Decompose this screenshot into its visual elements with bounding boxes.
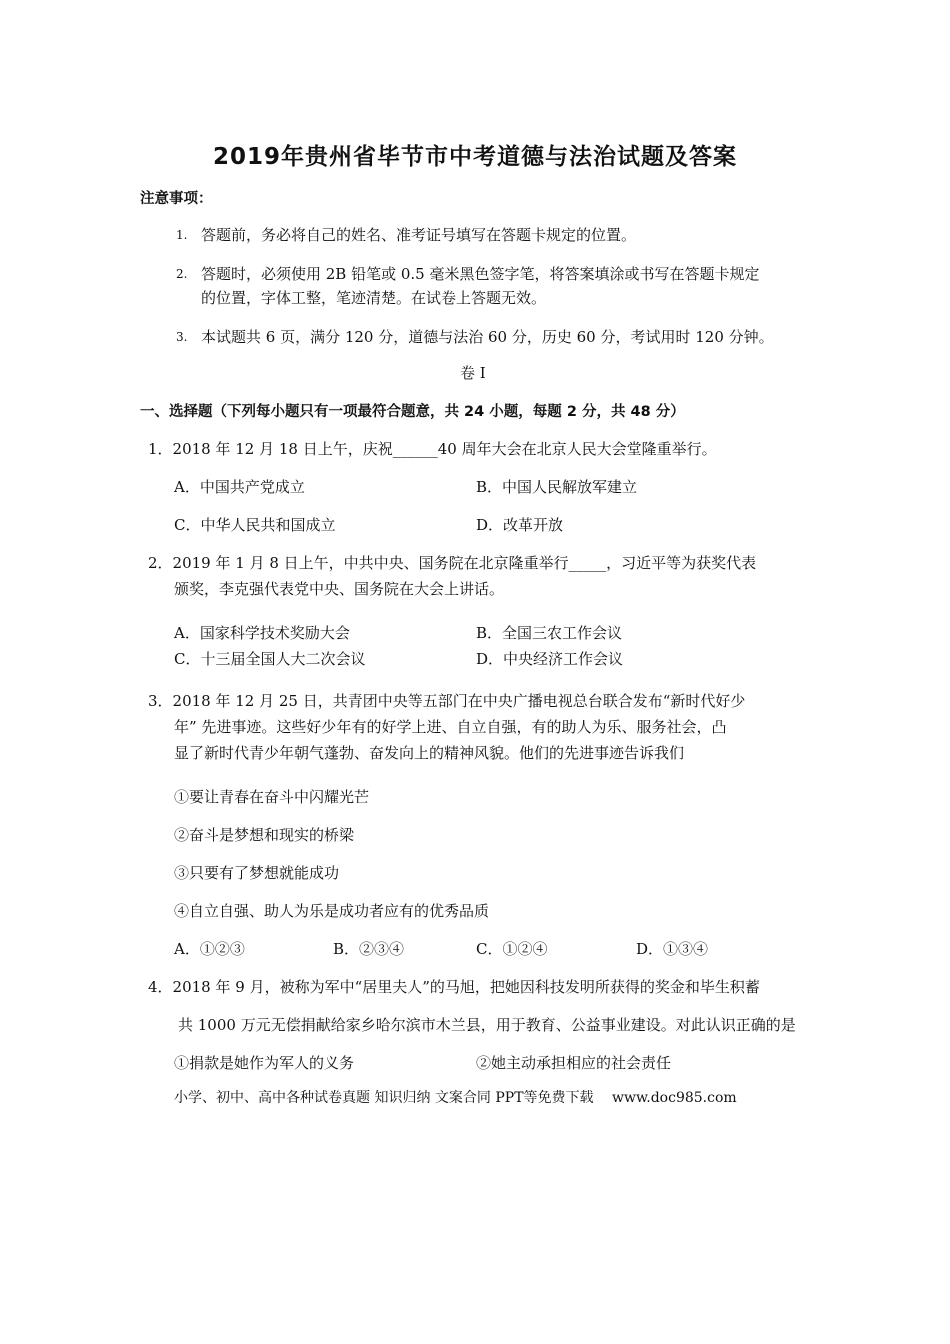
question-1-option-b: B．中国人民解放军建立 (476, 478, 638, 496)
question-3-stem-cont-1: 年” 先进事迹。这些好少年有的好学上进、自立自强，有的助人为乐、服务社会，凸 (174, 718, 727, 736)
question-4-statement-1: ①捐款是她作为军人的义务 (174, 1054, 355, 1072)
question-3-option-c: C．①②④ (476, 940, 548, 958)
notice-item-1-text: 答题前，务必将自己的姓名、准考证号填写在答题卡规定的位置。 (201, 226, 637, 244)
question-2-stem-cont: 颁奖，李克强代表党中央、国务院在大会上讲话。 (174, 580, 505, 598)
notice-item-1-number: 1. (176, 228, 188, 242)
question-2-option-d: D．中央经济工作会议 (476, 650, 624, 668)
question-3-statement-3: ③只要有了梦想就能成功 (174, 864, 340, 882)
question-3-statement-4: ④自立自强、助人为乐是成功者应有的优秀品质 (174, 902, 490, 920)
section-heading: 一、选择题（下列每小题只有一项最符合题意，共 24 小题，每题 2 分，共 48 分） (140, 404, 685, 420)
question-1-option-d: D．改革开放 (476, 516, 564, 534)
question-3-stem-cont-2: 显了新时代青少年朝气蓬勃、奋发向上的精神风貌。他们的先进事迹告诉我们 (174, 744, 685, 762)
volume-label: 卷 I (460, 364, 486, 382)
question-2-option-b: B．全国三农工作会议 (476, 624, 623, 642)
question-4-statement-2: ②她主动承担相应的社会责任 (476, 1054, 672, 1072)
question-3-stem: 3．2018 年 12 月 25 日，共青团中央等五部门在中央广播电视总台联合发布“新时代好少 (148, 692, 746, 710)
question-2-stem: 2．2019 年 1 月 8 日上午，中共中央、国务院在北京隆重举行_____，习近平等为获奖代表 (148, 554, 757, 572)
question-3-statement-1: ①要让青春在奋斗中闪耀光芒 (174, 788, 370, 806)
notice-heading: 注意事项： (140, 191, 213, 207)
question-4-stem-cont: 共 1000 万元无偿捐献给家乡哈尔滨市木兰县，用于教育、公益事业建设。对此认识正确的是 (178, 1016, 796, 1034)
page-title: 2019年贵州省毕节市中考道德与法治试题及答案 (212, 144, 737, 170)
notice-item-2-text: 答题时，必须使用 2B 铅笔或 0.5 毫米黑色签字笔，将答案填涂或书写在答题卡规定 (201, 265, 760, 283)
question-1-option-a: A．中国共产党成立 (174, 478, 305, 496)
question-2-option-a: A．国家科学技术奖励大会 (174, 624, 350, 642)
notice-item-2-number: 2. (176, 267, 188, 281)
question-1-option-c: C．中华人民共和国成立 (174, 516, 336, 534)
question-2-option-c: C．十三届全国人大二次会议 (174, 650, 366, 668)
notice-item-2-text-cont: 的位置，字体工整，笔迹清楚。在试卷上答题无效。 (201, 289, 547, 307)
question-3-statement-2: ②奋斗是梦想和现实的桥梁 (174, 826, 355, 844)
notice-item-3-text: 本试题共 6 页，满分 120 分，道德与法治 60 分，历史 60 分，考试用时 120 分钟。 (201, 328, 774, 346)
question-1-stem: 1．2018 年 12 月 18 日上午，庆祝______40 周年大会在北京人民大会堂隆重举行。 (148, 440, 717, 458)
question-3-option-d: D．①③④ (636, 940, 709, 958)
question-3-option-b: B．②③④ (333, 940, 405, 958)
notice-item-3-number: 3. (176, 330, 188, 344)
footer-text: 小学、初中、高中各种试卷真题 知识归纳 文案合同 PPT等免费下载 www.doc985.com (174, 1090, 737, 1106)
question-3-option-a: A．①②③ (174, 940, 245, 958)
question-4-stem: 4．2018 年 9 月，被称为军中“居里夫人”的马旭，把她因科技发明所获得的奖金和毕生积蓄 (148, 978, 760, 996)
